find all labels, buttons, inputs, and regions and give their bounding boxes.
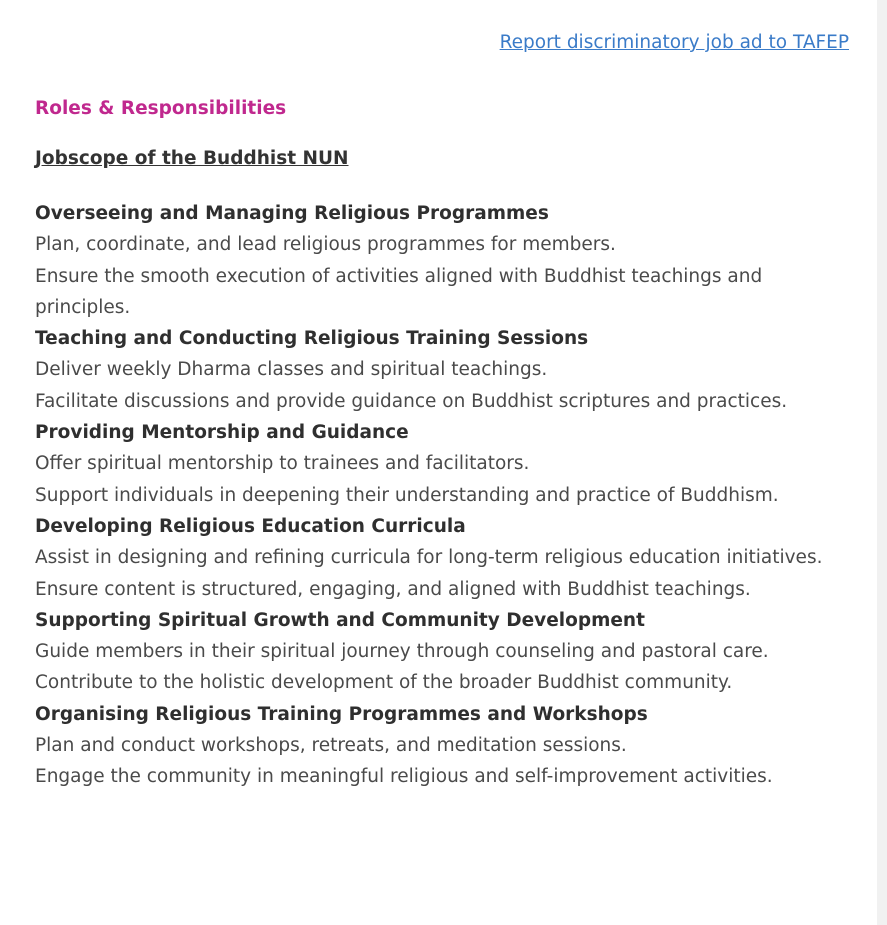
roles-heading: Roles & Responsibilities	[35, 98, 287, 119]
section	[35, 511, 865, 605]
section-title: Providing Mentorship and Guidance	[35, 422, 409, 444]
section-line: Support individuals in deepening their understanding and practice of Buddhism.	[35, 484, 779, 506]
section-line: Offer spiritual mentorship to trainees and facilitators.	[35, 453, 530, 475]
jobscope-title: Jobscope of the Buddhist NUN	[35, 148, 349, 169]
section-line: Guide members in their spiritual journey through counseling and pastoral care.	[35, 641, 769, 663]
section	[35, 323, 865, 417]
section-title: Overseeing and Managing Religious Programmes	[35, 203, 549, 224]
section-line: Plan and conduct workshops, retreats, and meditation sessions.	[35, 735, 627, 757]
section	[35, 699, 865, 793]
section	[35, 417, 865, 511]
section-line: Deliver weekly Dharma classes and spiritual teachings.	[35, 359, 548, 381]
section-title: Teaching and Conducting Religious Training Sessions	[35, 328, 589, 350]
section-line: Contribute to the holistic development of the broader Buddhist community.	[35, 672, 733, 694]
section-title: Organising Religious Training Programmes and Workshops	[35, 703, 648, 725]
section-line: Ensure the smooth execution of activities aligned with Buddhist teachings and principles.	[35, 265, 763, 318]
section-line: Facilitate discussions and provide guidance on Buddhist scriptures and practices.	[35, 390, 788, 412]
section-line: Ensure content is structured, engaging, and aligned with Buddhist teachings.	[35, 578, 751, 600]
scrollbar-track[interactable]	[877, 0, 887, 925]
section	[35, 605, 865, 699]
section-title: Developing Religious Education Curricula	[35, 515, 466, 537]
section-line: Assist in designing and refining curricula for long-term religious education initiatives.	[35, 547, 823, 569]
section-title: Supporting Spiritual Growth and Community Development	[35, 609, 645, 631]
section-line: Engage the community in meaningful religious and self-improvement activities.	[35, 766, 773, 788]
report-tafep-link[interactable]: Report discriminatory job ad to TAFEP	[499, 32, 849, 53]
section	[35, 198, 865, 323]
responsibilities-list	[35, 198, 865, 793]
section-line: Plan, coordinate, and lead religious programmes for members.	[35, 234, 616, 256]
